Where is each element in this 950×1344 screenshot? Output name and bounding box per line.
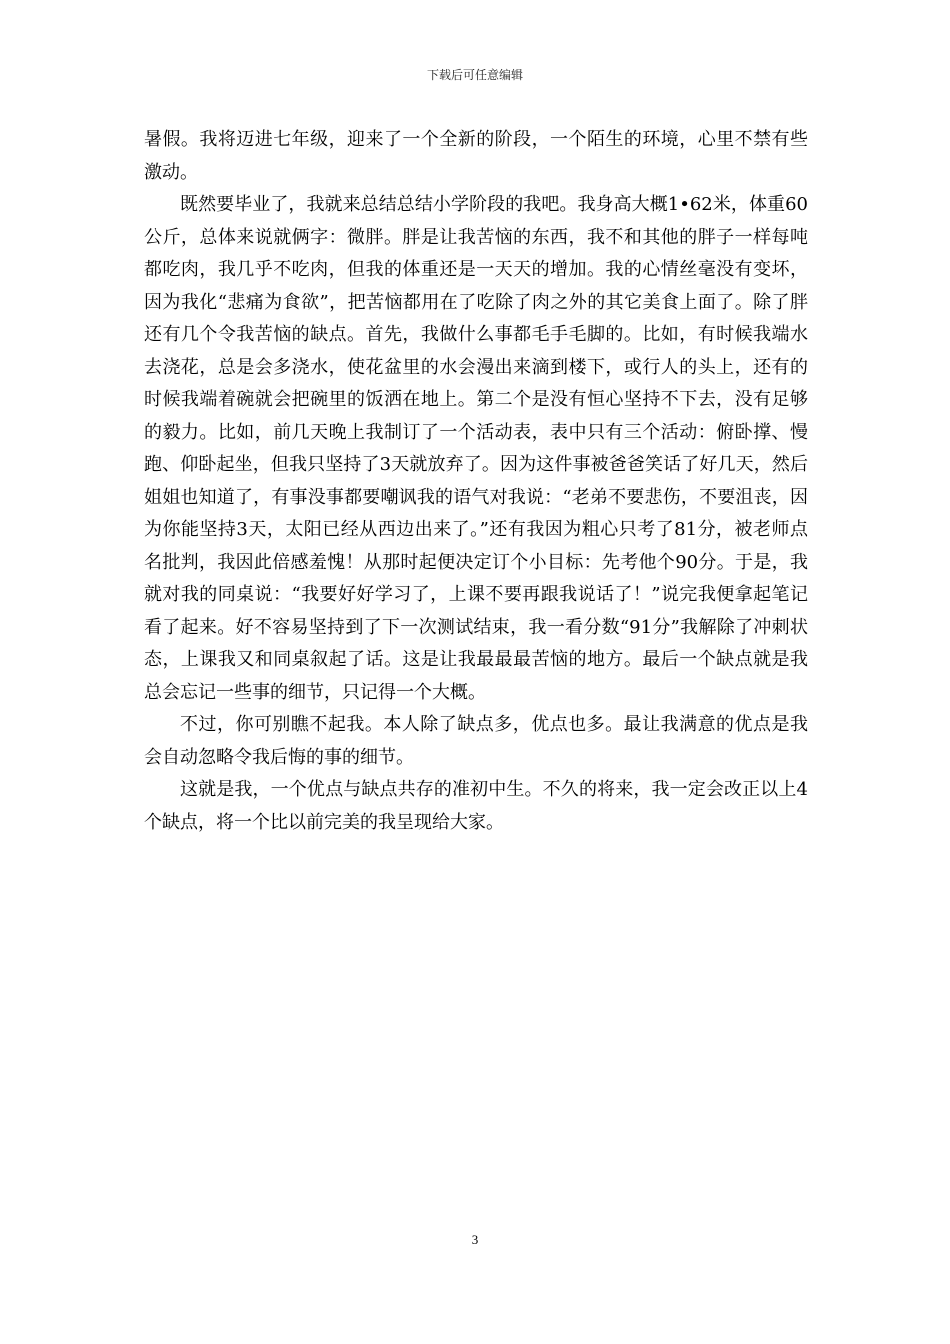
paragraph-conclusion: 这就是我，一个优点与缺点共存的准初中生。不久的将来，我一定会改正以上4个缺点，将一个比以前完美的我呈现给大家。 <box>144 779 808 833</box>
paragraph-strengths: 不过，你可别瞧不起我。本人除了缺点多，优点也多。最让我满意的优点是我会自动忽略令我后悔的事的细节。 <box>144 714 808 768</box>
page-header: 下载后可任意编辑 <box>426 68 523 82</box>
document-body <box>144 124 808 839</box>
page-number: 3 <box>471 1232 479 1247</box>
paragraph-self-summary: 既然要毕业了，我就来总结总结小学阶段的我吧。我身高大概1•62米，体重60公斤，总体来说就俩字：微胖。胖是让我苦恼的东西，我不和其他的胖子一样每吨都吃肉，我几乎不吃肉，但我的体重还是一天天的增加。我的心情丝毫没有变坏，因为我化“悲痛为食欲”，把苦恼都用在了吃除了肉之外的其它美食上面了。除了胖还有几个令我苦恼的缺点。首先，我做什么事都毛手毛脚的。比如，有时候我端水去浇花，总是会多浇水，使花盆里的水会漫出来滴到楼下，或行人的头上，还有的时候我端着碗就会把碗里的饭洒在地上。第二个是没有恒心坚持不下去，没有足够的毅力。比如，前几天晚上我制订了一个活动表，表中只有三个活动：俯卧撑、慢跑、仰卧起坐，但我只坚持了3天就放弃了。因为这件事被爸爸笑话了好几天，然后姐姐也知道了，有事没事都要嘲讽我的语气对我说：“老弟不要悲伤，不要沮丧，因为你能坚持3天，太阳已经从西边出来了。”还有我因为粗心只考了81分，被老师点名批判，我因此倍感羞愧！从那时起便决定订个小目标：先考他个90分。于是，我就对我的同桌说：“我要好好学习了，上课不要再跟我说话了！”说完我便拿起笔记看了起来。好不容易坚持到了下一次测试结束，我一看分数“91分”我解除了冲刺状态，上课我又和同桌叙起了话。这是让我最最最苦恼的地方。最后一个缺点就是我总会忘记一些事的细节，只记得一个大概。 <box>144 194 808 703</box>
paragraph-continued: 暑假。我将迈进七年级，迎来了一个全新的阶段，一个陌生的环境，心里不禁有些激动。 <box>144 129 808 183</box>
